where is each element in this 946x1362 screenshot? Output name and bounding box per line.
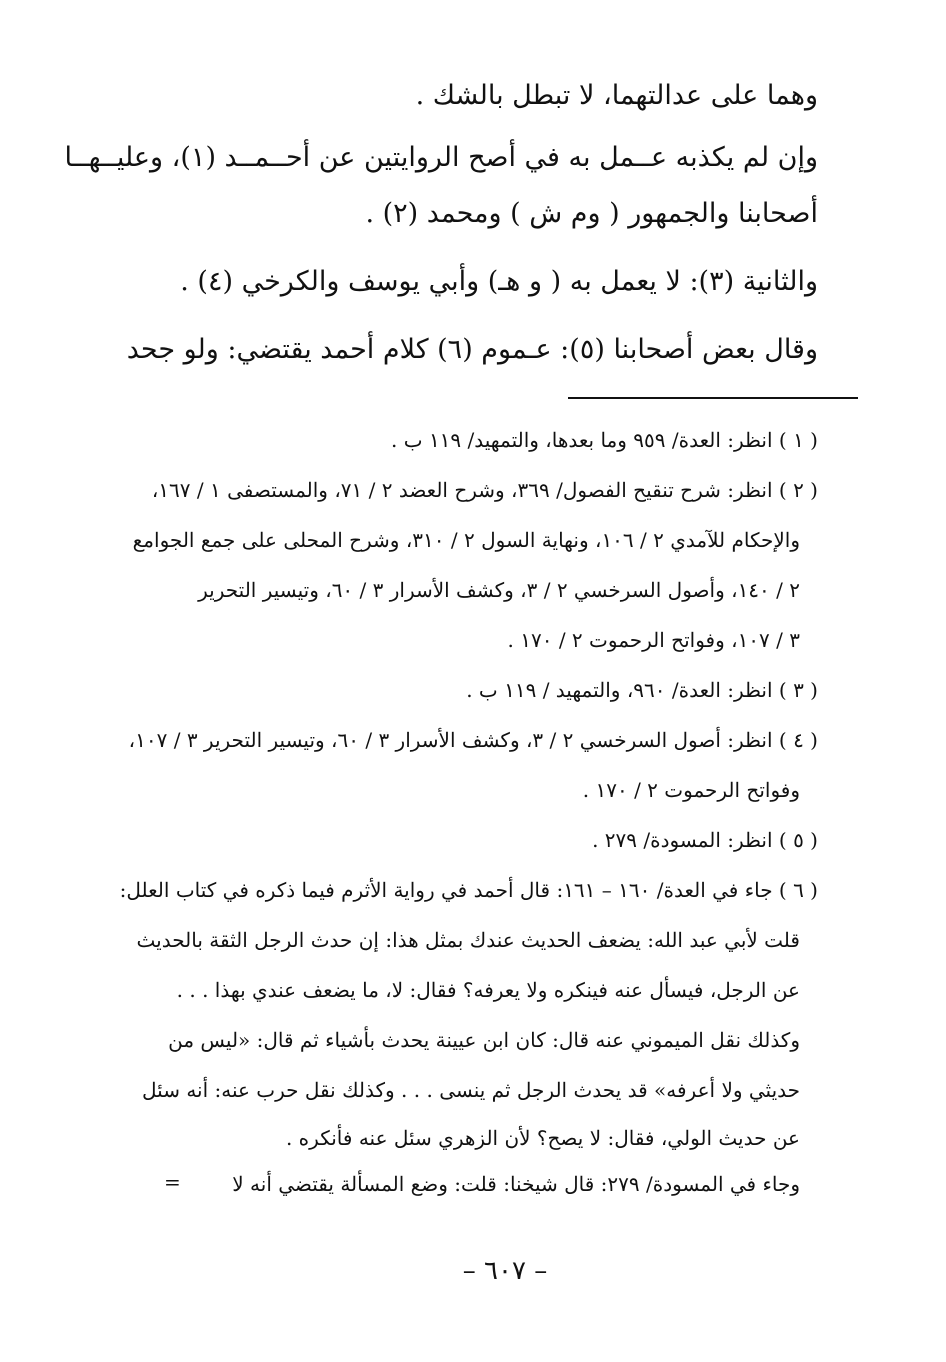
footnote-line: وكذلك نقل الميموني عنه قال: كان ابن عيينة يحدث بأشياء ثم قال: «ليس من [168, 1028, 800, 1052]
main-text-line: وإن لم يكذبه عــمل به في أصح الروايتين عن أحــمــد (١)، وعليــهــا [64, 142, 818, 173]
footnote-line: والإحكام للآمدي ٢ / ١٠٦، ونهاية السول ٢ / ٣١٠، وشرح المحلى على جمع الجوامع [132, 528, 800, 552]
footnote-line: حديثي ولا أعرفه» قد يحدث الرجل ثم ينسى . . . وكذلك نقل حرب عنه: أنه سئل [142, 1078, 800, 1102]
footnote-line: وفواتح الرحموت ٢ / ١٧٠ . [582, 778, 800, 802]
footnote-line: قلت لأبي عبد الله: يضعف الحديث عندك بمثل هذا: إن حدث الرجل الثقة بالحديث [136, 928, 800, 952]
footnote-line: عن الرجل، فيسأل عنه فينكره ولا يعرفه؟ فقال: لا، ما يضعف عندي بهذا . . . [176, 978, 800, 1002]
footnote-separator [568, 397, 858, 399]
footnote-line: ( ٤ ) انظر: أصول السرخسي ٢ / ٣، وكشف الأسرار ٣ / ٦٠، وتيسير التحرير ٣ / ١٠٧، [128, 728, 818, 752]
footnote-line: ٢ / ١٤٠، وأصول السرخسي ٢ / ٣، وكشف الأسرار ٣ / ٦٠، وتيسير التحرير [198, 578, 800, 602]
page-number: – ٦٠٧ – [462, 1256, 548, 1286]
footnote-line: وجاء في المسودة/ ٢٧٩: قال شيخنا: قلت: وضع المسألة يقتضي أنه لا [232, 1172, 800, 1196]
footnote-line: عن حديث الولي، فقال: لا يصح؟ لأن الزهري سئل عنه فأنكره . [285, 1126, 800, 1150]
footnote-line: ( ٢ ) انظر: شرح تنقيح الفصول/ ٣٦٩، وشرح العضد ٢ / ٧١، والمستصفى ١ / ١٦٧، [151, 478, 818, 502]
footnote-line: ٣ / ١٠٧، وفواتح الرحموت ٢ / ١٧٠ . [507, 628, 800, 652]
main-text-line: أصحابنا والجمهور ( وم ش ) ومحمد (٢) . [365, 198, 818, 229]
footnote-line: ( ٣ ) انظر: العدة/ ٩٦٠، والتمهيد / ١١٩ ب . [466, 678, 818, 702]
footnote-line: ( ٥ ) انظر: المسودة/ ٢٧٩ . [592, 828, 818, 852]
footnote-line: ( ١ ) انظر: العدة/ ٩٥٩ وما بعدها، والتمهيد/ ١١٩ ب . [391, 428, 818, 452]
main-text-line: وهما على عدالتهما، لا تبطل بالشك . [415, 80, 818, 111]
main-text-line: وقال بعض أصحابنا (٥): عـموم (٦) كلام أحمد يقتضي: ولو جحد [126, 334, 818, 365]
continuation-mark: = [164, 1170, 181, 1194]
footnote-line: ( ٦ ) جاء في العدة/ ١٦٠ – ١٦١: قال أحمد في رواية الأثرم فيما ذكره في كتاب العلل: [119, 878, 818, 902]
main-text-line: والثانية (٣): لا يعمل به ( و هـ) وأبي يوسف والكرخي (٤) . [180, 266, 818, 297]
